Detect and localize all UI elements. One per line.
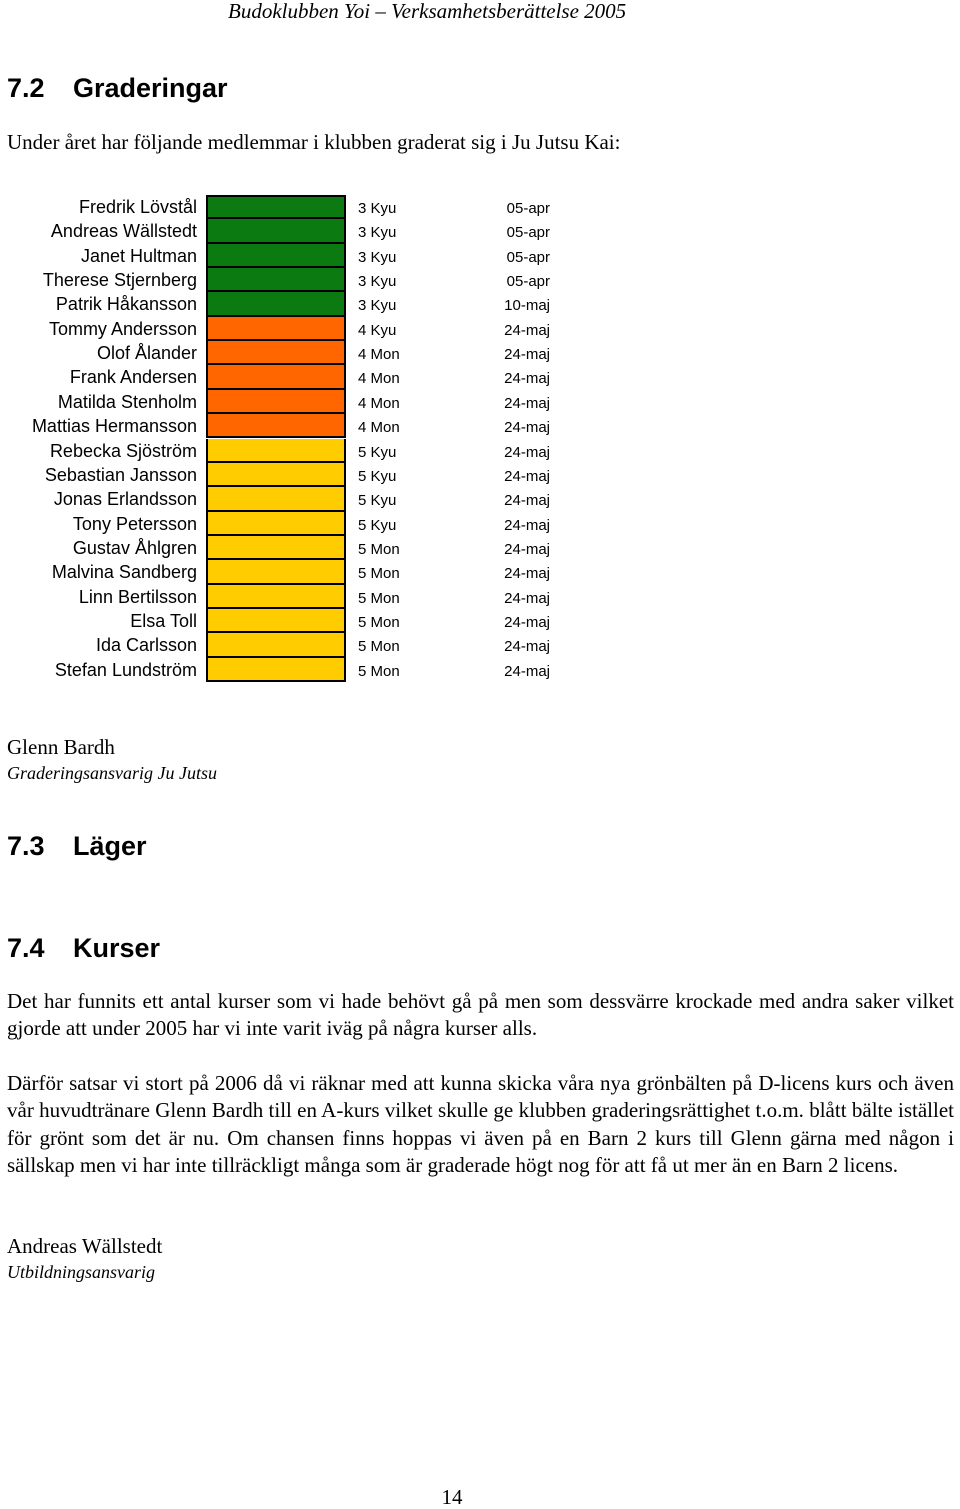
belt-color-swatch xyxy=(206,219,346,243)
member-name: Therese Stjernberg xyxy=(42,270,197,291)
section-number: 7.2 xyxy=(7,73,45,103)
belt-color-swatch xyxy=(206,292,346,316)
grading-row xyxy=(0,560,600,584)
grading-row xyxy=(0,195,600,219)
grading-date: 24-maj xyxy=(504,589,550,607)
grading-date: 24-maj xyxy=(504,419,550,437)
grading-date: 24-maj xyxy=(504,565,550,583)
member-name: Ida Carlsson xyxy=(95,635,197,656)
belt-color-swatch xyxy=(206,341,346,365)
grade-rank: 5 Mon xyxy=(358,662,400,680)
member-name: Patrik Håkansson xyxy=(55,294,197,315)
member-name: Stefan Lundström xyxy=(54,659,197,680)
belt-color-swatch xyxy=(206,463,346,487)
grading-date: 05-apr xyxy=(506,224,550,242)
grading-row xyxy=(0,439,600,463)
grade-rank: 5 Kyu xyxy=(358,516,397,534)
grading-date: 24-maj xyxy=(504,662,550,680)
grading-date: 24-maj xyxy=(504,613,550,631)
grading-date: 10-maj xyxy=(504,297,550,315)
belt-color-swatch xyxy=(206,317,346,341)
grading-date: 24-maj xyxy=(504,443,550,461)
belt-color-swatch xyxy=(206,585,346,609)
grade-rank: 3 Kyu xyxy=(358,224,397,242)
grade-rank: 5 Mon xyxy=(358,589,400,607)
section-title: Kurser xyxy=(73,933,161,963)
section-number: 7.3 xyxy=(7,831,45,861)
member-name: Mattias Hermansson xyxy=(31,416,197,437)
grade-rank: 4 Mon xyxy=(358,346,400,364)
member-name: Andreas Wällstedt xyxy=(50,221,197,242)
intro-text: Under året har följande medlemmar i klubben graderat sig i Ju Jutsu Kai: xyxy=(7,130,621,154)
grade-rank: 5 Mon xyxy=(358,638,400,656)
grade-rank: 4 Mon xyxy=(358,419,400,437)
grading-row xyxy=(0,390,600,414)
grading-date: 24-maj xyxy=(504,492,550,510)
grading-date: 24-maj xyxy=(504,321,550,339)
paragraph-plans: Därför satsar vi stort på 2006 då vi räknar med att kunna skicka våra nya grönbälten på D-licens kurs och även vår huvudtränare Glenn Bardh till en A-kurs vilket skulle ge klubben graderingsrättighet t.o.m. blått bälte istället för grönt som det är nu. Om chansen finns hoppas vi även på en Barn 2 kurs till Glenn gärna med någon i sällskap men vi har inte tillräckligt många som är graderade högt nog för att få ut mer än en Barn 2 licens. xyxy=(7,1071,954,1178)
member-name: Jonas Erlandsson xyxy=(53,489,197,510)
grading-row xyxy=(0,585,600,609)
member-name: Gustav Åhlgren xyxy=(72,537,197,558)
section-number: 7.4 xyxy=(7,933,45,963)
member-name: Fredrik Lövstål xyxy=(78,197,197,217)
belt-color-swatch xyxy=(206,536,346,560)
grading-date: 24-maj xyxy=(504,370,550,388)
belt-color-swatch xyxy=(206,390,346,414)
page-number: 14 xyxy=(441,1485,463,1509)
section-title: Läger xyxy=(73,831,147,861)
grading-row xyxy=(0,414,600,438)
grading-row xyxy=(0,365,600,389)
member-name: Sebastian Jansson xyxy=(44,464,197,485)
belt-color-swatch xyxy=(206,658,346,682)
grade-rank: 5 Mon xyxy=(358,540,400,558)
section-title: Graderingar xyxy=(73,73,228,103)
grade-rank: 5 Mon xyxy=(358,565,400,583)
page-header: Budoklubben Yoi – Verksamhetsberättelse 2005 xyxy=(228,0,627,23)
member-name: Tony Petersson xyxy=(72,513,197,534)
belt-color-swatch xyxy=(206,365,346,389)
grading-row xyxy=(0,633,600,657)
grade-rank: 3 Kyu xyxy=(358,297,397,315)
member-name: Olof Ålander xyxy=(96,343,197,364)
grading-row xyxy=(0,292,600,316)
belt-color-swatch xyxy=(206,195,346,219)
member-name: Janet Hultman xyxy=(80,245,197,266)
grade-rank: 5 Kyu xyxy=(358,492,397,510)
grading-date: 24-maj xyxy=(504,346,550,364)
grading-row xyxy=(0,658,600,682)
grade-rank: 5 Mon xyxy=(358,613,400,631)
grading-row xyxy=(0,512,600,536)
grading-row xyxy=(0,487,600,511)
member-name: Frank Andersen xyxy=(69,367,197,388)
belt-color-swatch xyxy=(206,244,346,268)
grade-rank: 4 Mon xyxy=(358,370,400,388)
grading-row xyxy=(0,244,600,268)
belt-color-swatch xyxy=(206,439,346,463)
signature-name: Andreas Wällstedt xyxy=(7,1234,163,1258)
grading-date: 24-maj xyxy=(504,516,550,534)
grading-date: 05-apr xyxy=(506,248,550,266)
member-name: Linn Bertilsson xyxy=(78,586,197,607)
grading-date: 24-maj xyxy=(504,394,550,412)
member-name: Tommy Andersson xyxy=(48,318,197,339)
belt-color-swatch xyxy=(206,414,346,438)
grading-row xyxy=(0,268,600,292)
grade-rank: 3 Kyu xyxy=(358,248,397,266)
grading-date: 24-maj xyxy=(504,467,550,485)
grading-date: 24-maj xyxy=(504,638,550,656)
grading-row xyxy=(0,536,600,560)
member-name: Elsa Toll xyxy=(130,610,197,631)
grading-row xyxy=(0,609,600,633)
section-heading-lager xyxy=(7,831,147,861)
section-heading-graderingar xyxy=(7,73,228,103)
belt-color-swatch xyxy=(206,487,346,511)
section-heading-kurser xyxy=(7,933,160,963)
belt-color-swatch xyxy=(206,633,346,657)
member-name: Malvina Sandberg xyxy=(51,562,197,583)
belt-color-swatch xyxy=(206,268,346,292)
grading-row xyxy=(0,219,600,243)
signature-name: Glenn Bardh xyxy=(7,735,115,759)
member-name: Rebecka Sjöström xyxy=(49,440,197,461)
grading-row xyxy=(0,317,600,341)
belt-color-swatch xyxy=(206,609,346,633)
signature-role: Graderingsansvarig Ju Jutsu xyxy=(7,763,217,783)
belt-color-swatch xyxy=(206,512,346,536)
paragraph-courses: Det har funnits ett antal kurser som vi hade behövt gå på men som dessvärre krockade med andra saker vilket gjorde att under 2005 har vi inte varit iväg på några kurser alls. xyxy=(7,989,954,1041)
grade-rank: 3 Kyu xyxy=(358,273,397,291)
grading-date: 05-apr xyxy=(506,273,550,291)
grade-rank: 5 Kyu xyxy=(358,443,397,461)
grade-rank: 4 Kyu xyxy=(358,321,397,339)
signature-role: Utbildningsansvarig xyxy=(7,1262,156,1282)
grade-rank: 3 Kyu xyxy=(358,200,397,217)
grade-rank: 5 Kyu xyxy=(358,467,397,485)
grading-row xyxy=(0,341,600,365)
grading-date: 05-apr xyxy=(506,200,550,217)
grading-row xyxy=(0,463,600,487)
member-name: Matilda Stenholm xyxy=(57,391,197,412)
grading-date: 24-maj xyxy=(504,540,550,558)
grade-rank: 4 Mon xyxy=(358,394,400,412)
belt-color-swatch xyxy=(206,560,346,584)
